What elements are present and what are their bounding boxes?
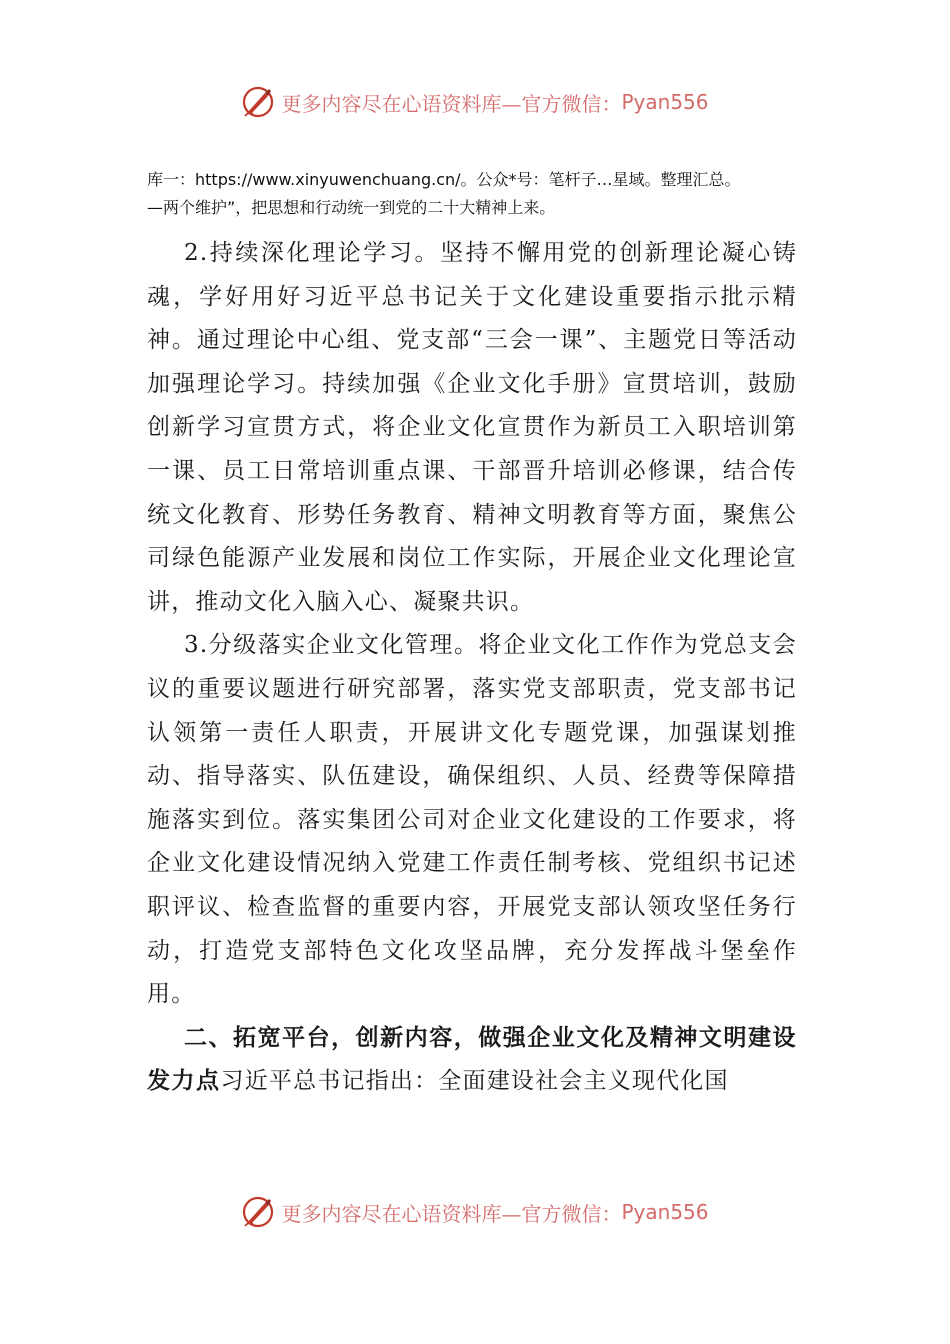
intro-line-2: —两个维护”，把思想和行动统一到党的二十大精神上来。 bbox=[147, 198, 556, 217]
banner-text: 更多内容尽在心语资料库—官方微信： bbox=[281, 1201, 622, 1226]
section-text: 习近平总书记指出：全面建设社会主义现代化国 bbox=[220, 1068, 729, 1095]
paragraph-2: 2.持续深化理论学习。坚持不懈用党的创新理论凝心铸魂，学好用好习近平总书记关于文化建设重要指示批示精神。通过理论中心组、党支部“三会一课”、主题党日等活动加强理论学习。持续加强《企业文化手册》宣贯培训，鼓励创新学习宣贯方式，将企业文化宣贯作为新员工入职培训第一课、员工日常培训重点课、干部晋升培训必修课，结合传统文化教育、形势任务教育、精神文明教育等方面，聚焦公司绿色能源产业发展和岗位工作实际，开展企业文化理论宣讲，推动文化入脑入心、凝聚共识。 bbox=[147, 240, 797, 615]
paragraph-3: 3.分级落实企业文化管理。将企业文化工作作为党总支会议的重要议题进行研究部署，落实党支部职责，党支部书记认领第一责任人职责，开展讲文化专题党课，加强谋划推动、指导落实、队伍建设，确保组织、人员、经费等保障措施落实到位。落实集团公司对企业文化建设的工作要求，将企业文化建设情况纳入党建工作责任制考核、党组织书记述职评议、检查监督的重要内容，开展党支部认领攻坚任务行动，打造党支部特色文化攻坚品牌，充分发挥战斗堡垒作用。 bbox=[147, 632, 797, 1008]
banner-text: 更多内容尽在心语资料库—官方微信： bbox=[281, 91, 622, 116]
intro-line-1: 库一：https://www.xinyuwenchuang.cn/。公众*号：笔杆子…星域。整理汇总。 bbox=[147, 170, 741, 189]
pen-logo-icon bbox=[241, 85, 275, 119]
section-paragraph bbox=[147, 1017, 797, 1104]
banner-wechat-handle: Pyan556 bbox=[621, 1200, 709, 1224]
header-banner bbox=[0, 82, 950, 122]
footer-banner bbox=[0, 1192, 950, 1232]
banner-wechat-handle: Pyan556 bbox=[621, 90, 709, 114]
document-body bbox=[147, 166, 797, 1104]
section-heading: 二、拓宽平台，创新内容，做强企业文化及精神文明建设发力点 bbox=[147, 1024, 797, 1095]
body-text bbox=[147, 232, 797, 1104]
pen-logo-icon bbox=[241, 1195, 275, 1229]
